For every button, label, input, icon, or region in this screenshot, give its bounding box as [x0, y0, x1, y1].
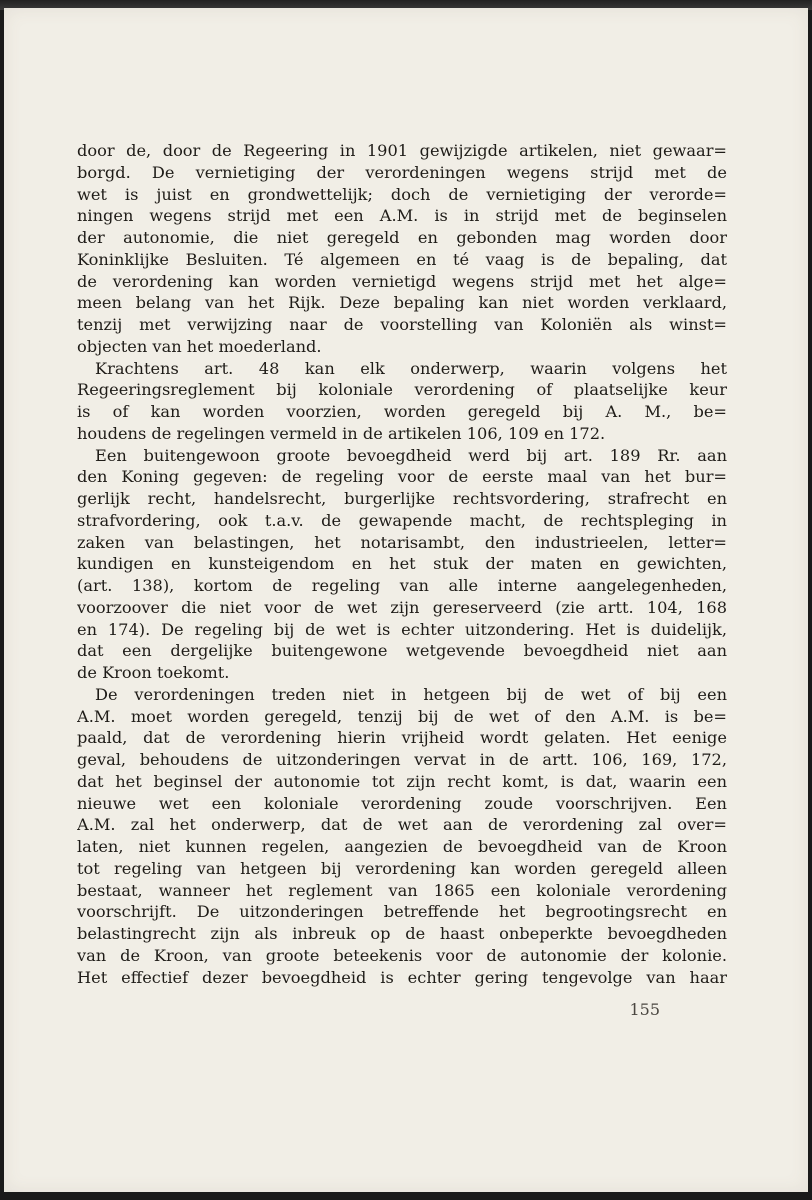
- text-line: gerlijk recht, handelsrecht, burgerlijke rechtsvordering, strafrecht en: [77, 489, 727, 508]
- text-line: bestaat, wanneer het reglement van 1865 een koloniale verordening: [77, 880, 727, 900]
- page-number: 155: [629, 1000, 660, 1019]
- text-line: van de Kroon, van groote beteekenis voor de autonomie der kolonie.: [77, 945, 727, 965]
- text-line: Het effectief dezer bevoegdheid is echter gering tengevolge van haar: [77, 967, 727, 987]
- text-line: A.M. zal het onderwerp, dat de wet aan de verordening zal over=: [77, 815, 727, 835]
- text-line: der autonomie, die niet geregeld en gebonden mag worden door: [77, 228, 727, 247]
- text-line: A.M. moet worden geregeld, tenzij bij de wet of den A.M. is be=: [77, 706, 727, 726]
- text-line: (art. 138), kortom de regeling van alle interne aangelegenheden,: [77, 576, 727, 595]
- text-line: objecten van het moederland.: [77, 336, 322, 356]
- text-line: dat het beginsel der autonomie tot zijn recht komt, is dat, waarin een: [77, 771, 727, 791]
- text-line: Een buitengewoon groote bevoegdheid werd bij art. 189 Rr. aan: [95, 445, 727, 465]
- text-line: voorzoover die niet voor de wet zijn gereserveerd (zie artt. 104, 168: [77, 597, 727, 617]
- text-line: De verordeningen treden niet in hetgeen bij de wet of bij een: [95, 684, 727, 704]
- body-text: [77, 140, 727, 988]
- text-line: Krachtens art. 48 kan elk onderwerp, waarin volgens het: [95, 358, 727, 378]
- text-line: is of kan worden voorzien, worden geregeld bij A. M., be=: [77, 402, 727, 421]
- text-line: meen belang van het Rijk. Deze bepaling kan niet worden verklaard,: [77, 293, 727, 313]
- text-line: tot regeling van hetgeen bij verordening kan worden geregeld alleen: [77, 858, 727, 878]
- text-line: zaken van belastingen, het notarisambt, den industrieelen, letter=: [77, 532, 727, 552]
- text-line: nieuwe wet een koloniale verordening zoude voorschrijven. Een: [77, 793, 727, 813]
- text-line: strafvordering, ook t.a.v. de gewapende macht, de rechtspleging in: [77, 510, 727, 530]
- text-line: houdens de regelingen vermeld in de artikelen 106, 109 en 172.: [77, 423, 606, 443]
- text-line: kundigen en kunsteigendom en het stuk der maten en gewichten,: [77, 554, 727, 574]
- text-line: tenzij met verwijzing naar de voorstelling van Koloniën als winst=: [77, 315, 727, 334]
- text-line: paald, dat de verordening hierin vrijheid wordt gelaten. Het eenige: [77, 728, 727, 748]
- text-line: en 174). De regeling bij de wet is echter uitzondering. Het is duidelijk,: [77, 619, 727, 639]
- text-line: belastingrecht zijn als inbreuk op de haast onbeperkte bevoegdheden: [77, 924, 727, 943]
- text-line: de Kroon toekomt.: [77, 663, 230, 682]
- text-line: geval, behoudens de uitzonderingen vervat in de artt. 106, 169, 172,: [77, 750, 727, 769]
- text-line: Koninklijke Besluiten. Té algemeen en té vaag is de bepaling, dat: [77, 249, 727, 269]
- text-line: ningen wegens strijd met een A.M. is in strijd met de beginselen: [77, 206, 727, 226]
- text-line: door de, door de Regeering in 1901 gewijzigde artikelen, niet gewaar=: [77, 141, 727, 160]
- text-line: den Koning gegeven: de regeling voor de eerste maal van het bur=: [77, 467, 727, 487]
- text-line: wet is juist en grondwettelijk; doch de vernietiging der verorde=: [77, 184, 727, 204]
- text-line: borgd. De vernietiging der verordeningen wegens strijd met de: [77, 162, 727, 182]
- text-line: Regeeringsreglement bij koloniale verordening of plaatselijke keur: [77, 380, 727, 400]
- text-line: de verordening kan worden vernietigd wegens strijd met het alge=: [77, 271, 727, 291]
- text-line: voorschrijft. De uitzonderingen betreffende het begrootingsrecht en: [77, 902, 727, 922]
- text-line: laten, niet kunnen regelen, aangezien de bevoegdheid van de Kroon: [77, 837, 727, 856]
- text-line: dat een dergelijke buitengewone wetgevende bevoegdheid niet aan: [77, 641, 727, 661]
